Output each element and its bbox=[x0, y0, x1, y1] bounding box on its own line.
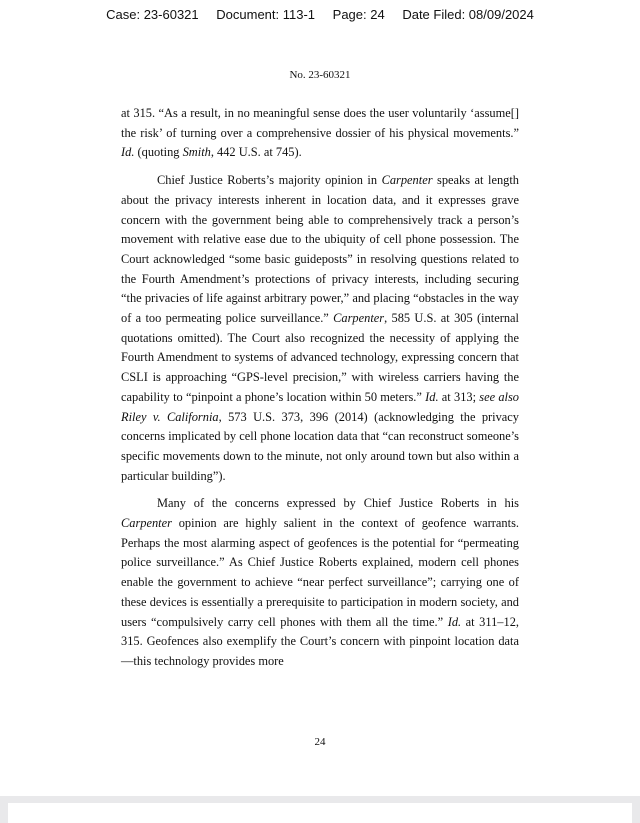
text-run: Chief Justice Roberts’s majority opinion in bbox=[157, 173, 382, 188]
text-run: opinion are highly salient in the context of geofence warrants. Perhaps the most alarming aspect of geofences is the potential for “permeating police surveillance.” As Chief Justice Roberts explained, modern cell phones enable the government to achieve “near perfect surveillance”; carrying one of these devices is essentially a prerequisite to participation in modern society, and users “compulsively carry cell phones with them all the time.” bbox=[121, 516, 519, 629]
text-run: at 313; bbox=[438, 389, 480, 404]
italic-citation: Id. bbox=[425, 389, 439, 404]
italic-citation: Smith bbox=[182, 145, 211, 160]
italic-citation: Carpenter bbox=[333, 311, 385, 326]
filing-header bbox=[0, 7, 640, 22]
paragraph bbox=[121, 104, 519, 163]
text-run: at 311–12, 315. Geofences also exemplify the Court’s concern with pinpoint location data—this technology provides more bbox=[121, 614, 519, 668]
page-label: Page: 24 bbox=[332, 7, 385, 22]
date-filed: Date Filed: 08/09/2024 bbox=[402, 7, 534, 22]
document-number: Document: 113-1 bbox=[216, 7, 316, 22]
italic-citation: Carpenter bbox=[381, 173, 433, 188]
italic-citation: see also Riley v. California bbox=[121, 389, 520, 424]
text-run: (quoting bbox=[134, 145, 183, 160]
opinion-body bbox=[121, 104, 519, 672]
paragraph bbox=[121, 171, 519, 486]
paragraph bbox=[121, 494, 519, 671]
next-page-edge bbox=[8, 803, 632, 823]
text-run: , 585 U.S. at 305 (internal quotations omitted). The Court also recognized the necessity of applying the Fourth Amendment to systems of advanced technology, expressing concern that CSLI is approaching “GPS-level precision,” with wireless carriers having the capability to “pinpoint a phone’s location within 50 meters.” bbox=[121, 311, 519, 404]
text-run: , 442 U.S. at 745). bbox=[210, 145, 302, 160]
italic-citation: Id. bbox=[447, 614, 462, 629]
text-run: speaks at length about the privacy interests inherent in location data, and it expresses grave concern with the government being able to comprehensively track a person’s movement with relative ease due to the ubiquity of cell phone possession. The Court acknowledged “some basic guideposts” in resolving questions related to the Fourth Amendment’s protections of privacy interests, including securing “the privacies of life against arbitrary power,” and placing “obstacles in the way of a too permeating police surveillance.” bbox=[121, 173, 519, 326]
italic-citation: Carpenter bbox=[121, 516, 172, 531]
text-run: at 315. “As a result, in no meaningful sense does the user voluntarily ‘assume[] the risk’ of turning over a comprehensive dossier of his physical movements.” bbox=[121, 106, 519, 140]
docket-number: No. 23-60321 bbox=[289, 69, 351, 81]
case-number: Case: 23-60321 bbox=[106, 7, 199, 22]
page-number: 24 bbox=[314, 736, 326, 748]
text-run: , 573 U.S. 373, 396 (2014) (acknowledging the privacy concerns implicated by cell phone location data that “can reconstruct someone’s specific movements down to the minute, not only around town but also within a particular building”). bbox=[121, 409, 520, 483]
italic-citation: Id. bbox=[121, 145, 135, 160]
text-run: Many of the concerns expressed by Chief Justice Roberts in his bbox=[157, 496, 519, 511]
